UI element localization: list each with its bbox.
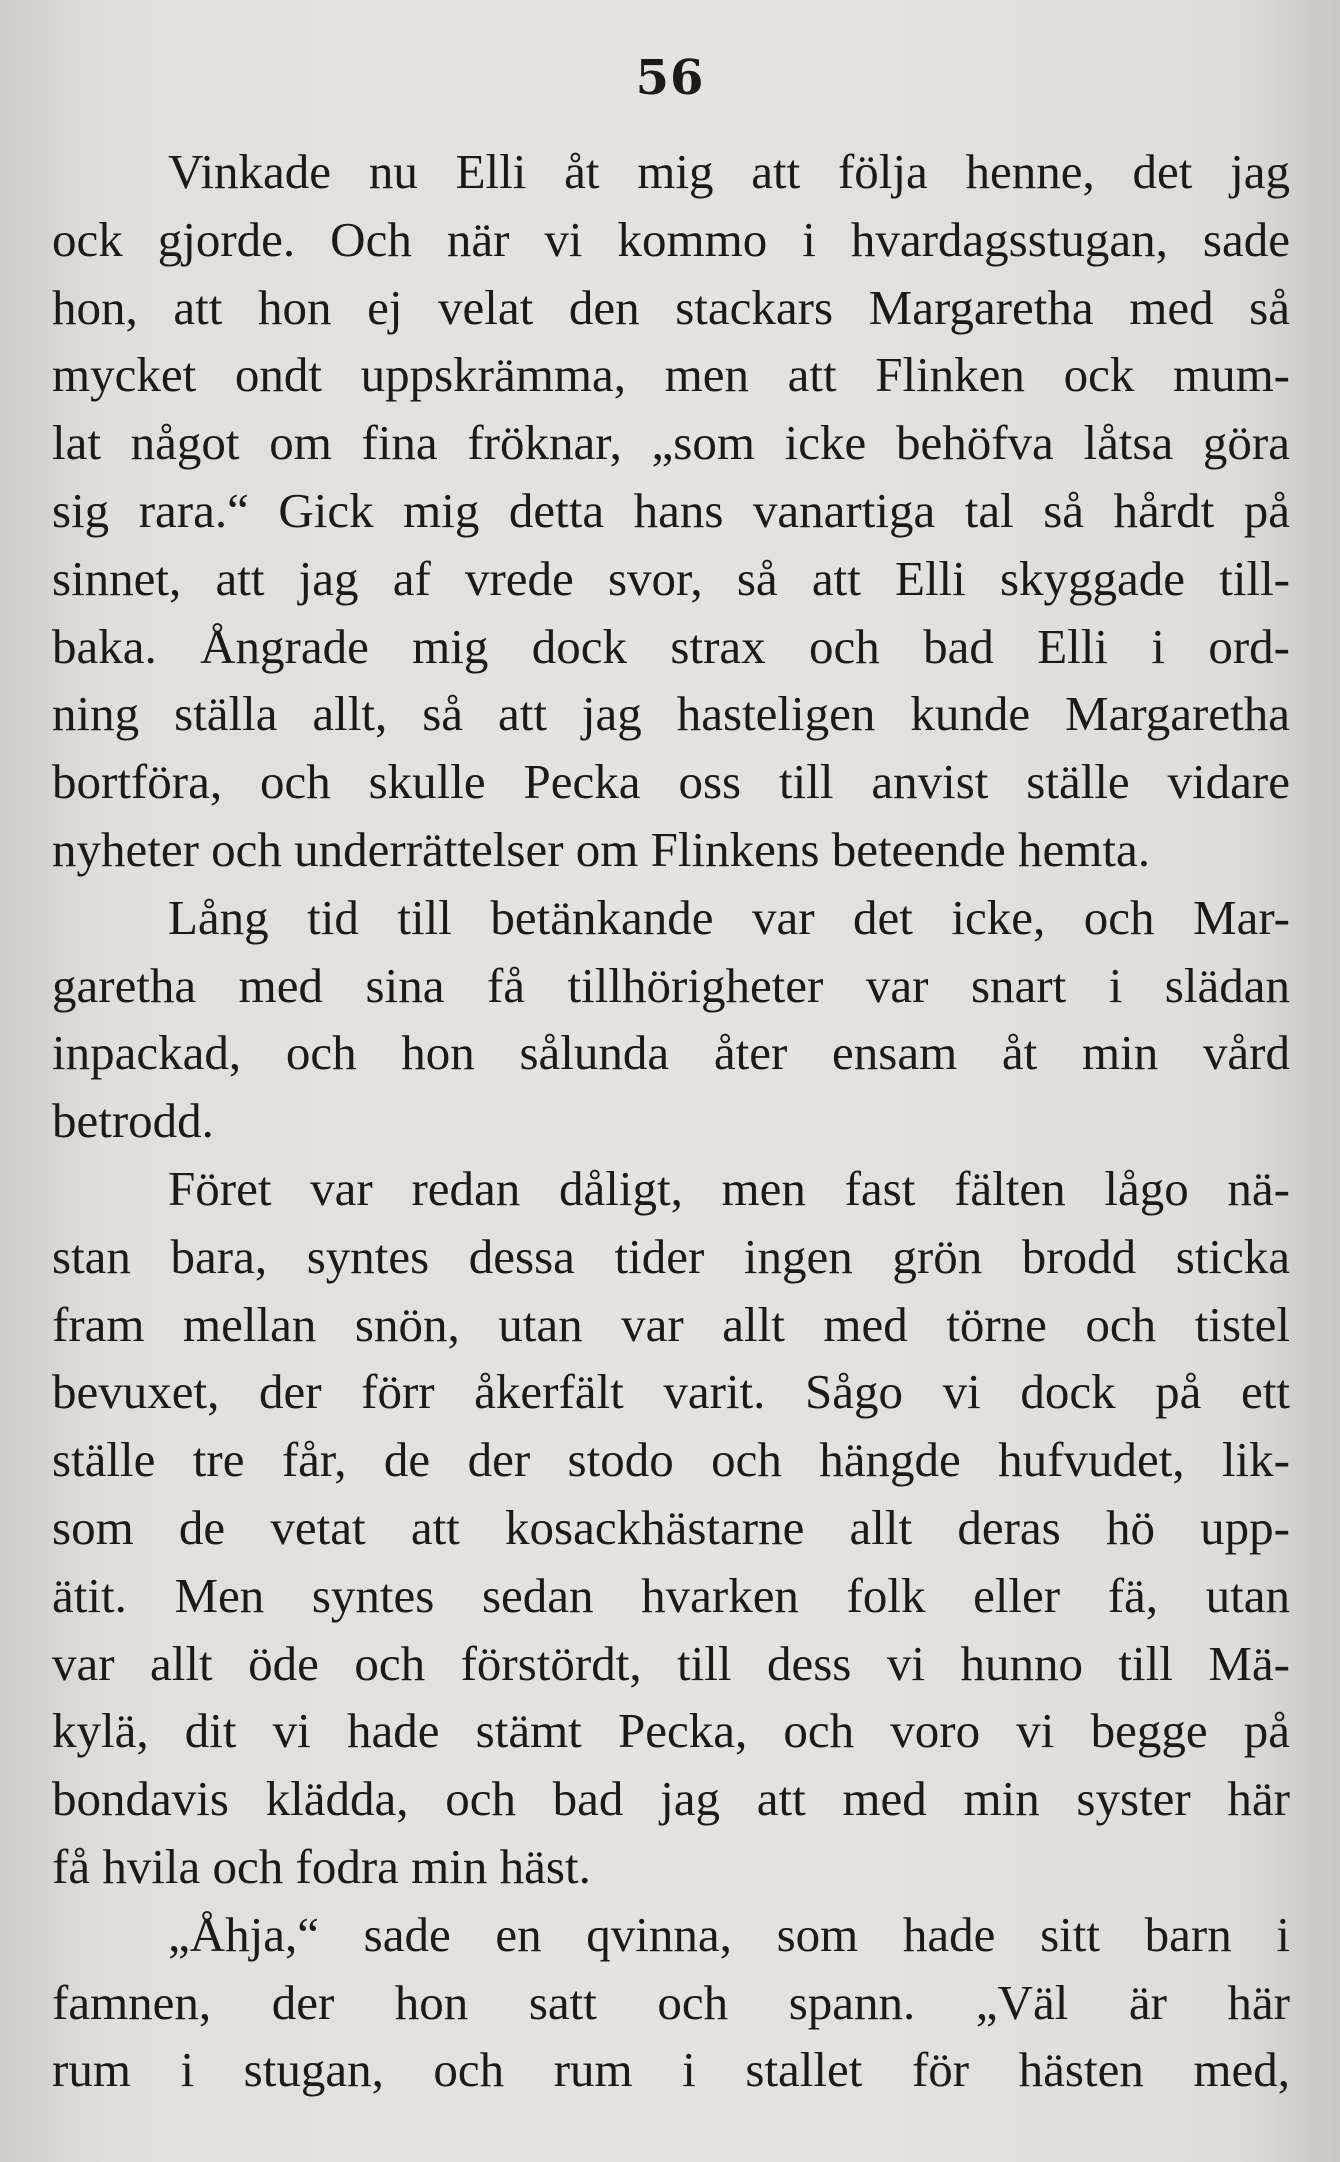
text-line: Lång tid till betänkande var det icke, och Mar- <box>168 889 1290 945</box>
text-line: bondavis klädda, och bad jag att med min syster här <box>52 1771 1290 1827</box>
text-line: bortföra, och skulle Pecka oss till anvist ställe vidare <box>52 754 1290 810</box>
text-line: bevuxet, der förr åkerfält varit. Sågo vi dock på ett <box>52 1364 1290 1420</box>
text-line: inpackad, och hon sålunda åter ensam åt min vård <box>52 1025 1290 1081</box>
text-line: ning ställa allt, så att jag hasteligen kunde Margaretha <box>52 686 1290 742</box>
text-line: Vinkade nu Elli åt mig att följa henne, det jag <box>168 144 1290 199</box>
body-text <box>52 138 1290 2104</box>
text-line: fram mellan snön, utan var allt med törne och tistel <box>52 1296 1290 1352</box>
text-line: var allt öde och förstördt, till dess vi hunno till Mä- <box>52 1635 1290 1691</box>
text-line: kylä, dit vi hade stämt Pecka, och voro vi begge på <box>52 1703 1290 1759</box>
text-line: baka. Ångrade mig dock strax och bad Elli i ord- <box>52 618 1290 674</box>
text-line: få hvila och fodra min häst. <box>52 1838 591 1894</box>
text-line: ätit. Men syntes sedan hvarken folk eller fä, utan <box>52 1567 1290 1623</box>
page-number: 56 <box>635 50 705 106</box>
text-line: „Åhja,“ sade en qvinna, som hade sitt barn i <box>168 1906 1290 1962</box>
text-line: sig rara.“ Gick mig detta hans vanartiga tal så hårdt på <box>52 482 1290 538</box>
text-line: nyheter och underrättelser om Flinkens beteende hemta. <box>52 821 1151 877</box>
text-line: ock gjorde. Och när vi kommo i hvardagsstugan, sade <box>52 211 1290 267</box>
text-line: som de vetat att kosackhästarne allt deras hö upp- <box>52 1499 1290 1555</box>
text-line: hon, att hon ej velat den stackars Margaretha med så <box>52 279 1290 335</box>
text-line: mycket ondt uppskrämma, men att Flinken ock mum- <box>52 347 1290 403</box>
text-line: betrodd. <box>52 1093 214 1149</box>
text-line: stan bara, syntes dessa tider ingen grön brodd sticka <box>52 1228 1290 1284</box>
text-line: Föret var redan dåligt, men fast fälten lågo nä- <box>168 1160 1290 1216</box>
text-line: lat något om fina fröknar, „som icke behöfva låtsa göra <box>52 415 1290 471</box>
text-line: garetha med sina få tillhörigheter var snart i slädan <box>52 957 1290 1013</box>
text-line: rum i stugan, och rum i stallet för hästen med, <box>52 2042 1290 2098</box>
text-line: ställe tre får, de der stodo och hängde hufvudet, lik- <box>52 1432 1290 1488</box>
text-line: famnen, der hon satt och spann. „Väl är här <box>52 1974 1290 2030</box>
text-line: sinnet, att jag af vrede svor, så att Elli skyggade till- <box>52 550 1290 606</box>
